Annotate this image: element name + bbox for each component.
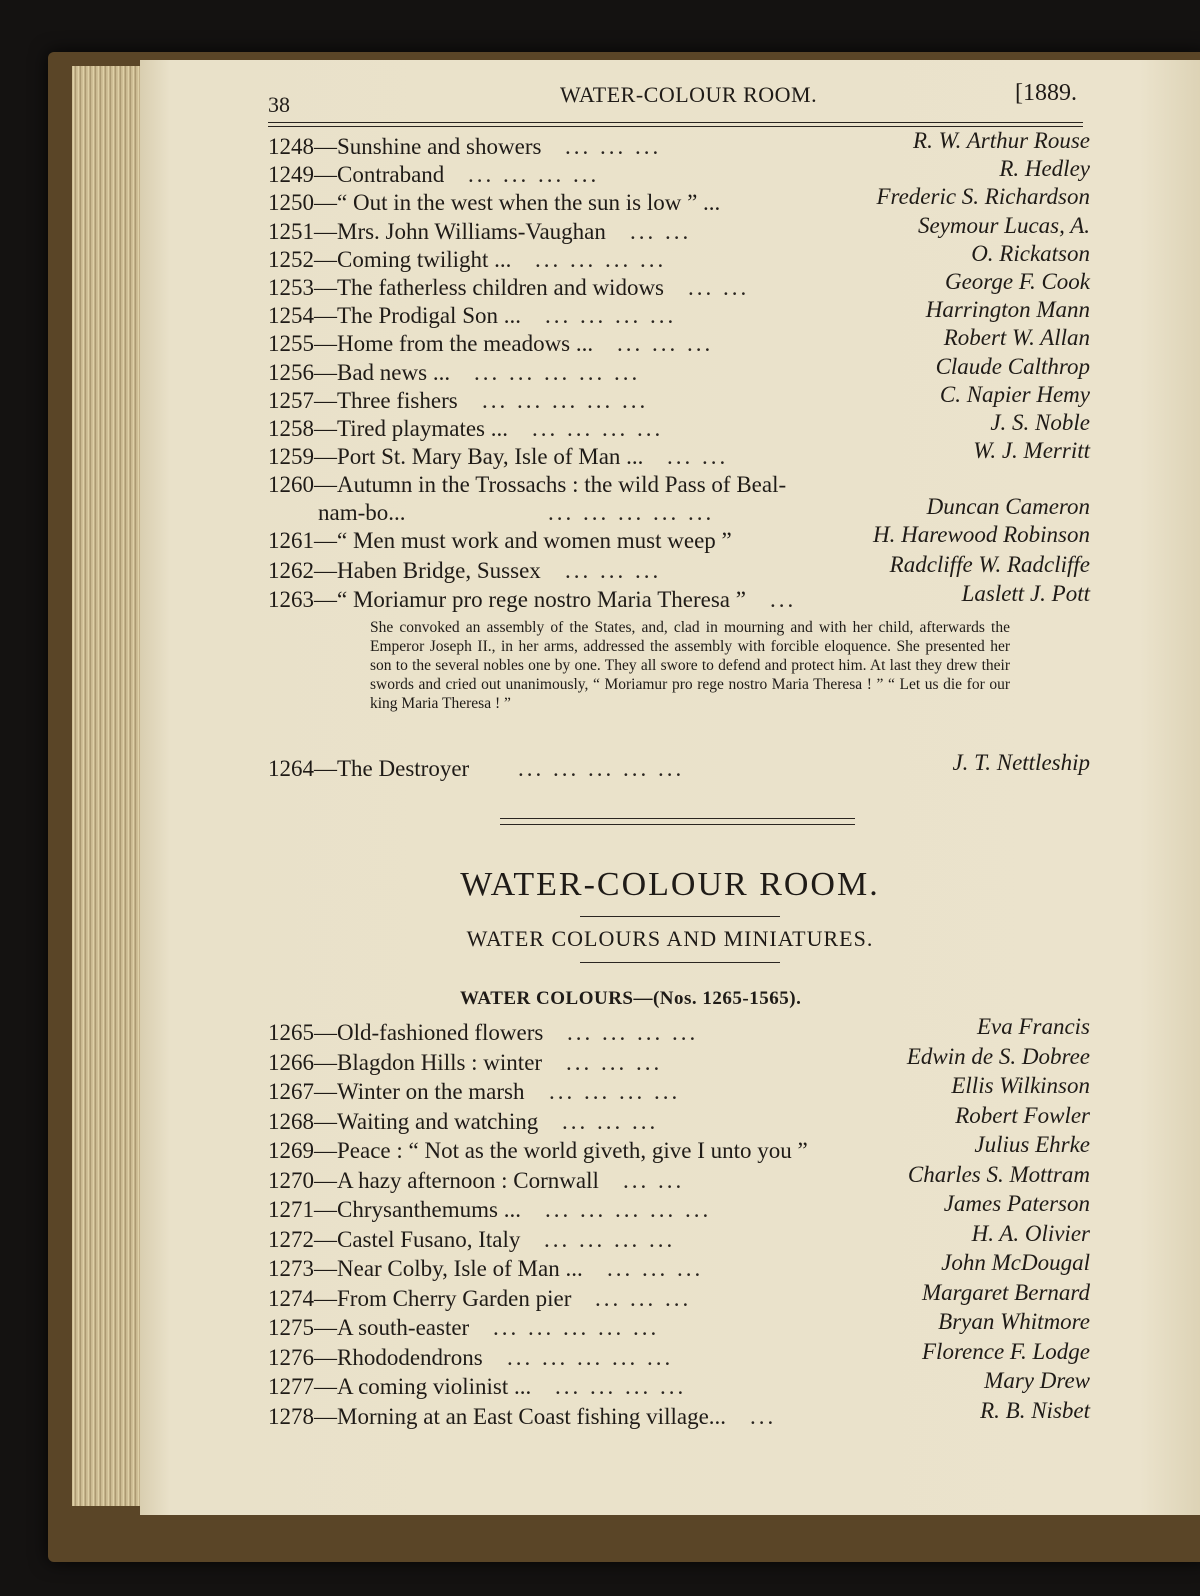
entry-title: 1260—Autumn in the Trossachs : the wild Pass of Beal- — [268, 472, 787, 497]
section-divider — [500, 818, 855, 825]
entry-artist: Ellis Wilkinson — [951, 1073, 1090, 1098]
entry-artist: Edwin de S. Dobree — [906, 1043, 1090, 1069]
entry-title: 1276—Rhododendrons — [268, 1344, 483, 1370]
leader-dots: ... ... ... ... — [532, 416, 664, 441]
leader-dots: ... ... ... ... ... — [482, 387, 649, 413]
page-edges — [72, 66, 150, 1506]
catalogue-entry — [268, 1397, 1090, 1434]
entry-artist: Seymour Lucas, A. — [917, 212, 1090, 238]
entry-artist: Mary Drew — [984, 1368, 1090, 1393]
entry-title: 1248—Sunshine and showers — [268, 134, 542, 159]
catalogue-entry — [268, 438, 1090, 474]
entry-1264 — [268, 750, 1090, 786]
subtitle-rule — [580, 962, 780, 963]
entry-artist: Claude Calthrop — [935, 353, 1090, 379]
entry-title: 1255—Home from the meadows ... — [268, 331, 594, 357]
entry-title-cont: nam-bo... — [318, 500, 406, 525]
leader-dots: ... ... — [688, 275, 750, 300]
entry-artist: Florence F. Lodge — [922, 1338, 1090, 1364]
leader-dots: ... ... ... ... ... — [548, 500, 715, 525]
entry-artist: W. J. Merritt — [973, 438, 1090, 464]
leader-dots: ... ... ... — [565, 557, 662, 583]
leader-dots: ... ... ... ... ... — [474, 359, 641, 385]
entry-artist: Frederic S. Richardson — [876, 184, 1090, 210]
catalogue-entry — [268, 1338, 1090, 1375]
entry-artist: Duncan Cameron — [926, 494, 1090, 519]
leader-dots: ... ... ... ... — [544, 1226, 676, 1252]
entry-artist: Harrington Mann — [925, 297, 1090, 323]
entry-title: 1259—Port St. Mary Bay, Isle of Man ... — [268, 444, 644, 470]
entry-title: 1256—Bad news ... — [268, 359, 451, 385]
catalogue-entry — [268, 1368, 1090, 1404]
entry-artist: Robert W. Allan — [943, 325, 1090, 351]
entry-artist: Margaret Bernard — [921, 1279, 1090, 1305]
entry-artist: J. S. Noble — [990, 410, 1090, 435]
running-year: [1889. — [1015, 80, 1077, 106]
header-rule — [268, 122, 1083, 123]
leader-dots: ... ... ... ... — [468, 162, 600, 188]
leader-dots: ... ... ... — [617, 331, 714, 357]
leader-dots: ... ... ... ... — [567, 1020, 699, 1045]
leader-dots: ... ... — [630, 218, 692, 244]
entry-title: 1269—Peace : “ Not as the world giveth, give I unto you ” — [268, 1138, 808, 1163]
entry-artist: H. A. Olivier — [971, 1220, 1090, 1246]
entry-artist: J. T. Nettleship — [952, 750, 1090, 775]
entry-artist: R. Hedley — [999, 156, 1090, 182]
entry-title: 1261—“ Men must work and women must weep ” — [268, 528, 732, 553]
entry-title: 1252—Coming twilight ... — [268, 246, 512, 272]
entry-artist: James Paterson — [943, 1191, 1090, 1216]
leader-dots: ... ... ... ... ... — [507, 1344, 674, 1370]
entry-title: 1265—Old-fashioned flowers — [268, 1020, 544, 1045]
entry-title: 1262—Haben Bridge, Sussex — [268, 557, 541, 583]
entry-artist: R. W. Arthur Rouse — [913, 128, 1090, 153]
entry-artist: Julius Ehrke — [974, 1132, 1090, 1157]
entry-artist: John McDougal — [941, 1250, 1090, 1275]
running-title: WATER-COLOUR ROOM. — [560, 82, 818, 107]
entry-title: 1266—Blagdon Hills : winter — [268, 1049, 543, 1075]
entry-title: 1263—“ Moriamur pro rege nostro Maria Theresa ” — [268, 587, 746, 612]
entry-artist: Radcliffe W. Radcliffe — [889, 551, 1090, 577]
entry-artist: Charles S. Mottram — [907, 1161, 1090, 1187]
leader-dots: ... ... ... ... — [549, 1079, 681, 1104]
entry-artist: Bryan Whitmore — [938, 1309, 1090, 1334]
entry-artist: Robert Fowler — [955, 1102, 1090, 1128]
leader-dots: ... ... ... — [595, 1285, 692, 1311]
leader-dots: ... — [770, 587, 797, 612]
leader-dots: ... ... — [667, 444, 729, 470]
leader-dots: ... ... — [623, 1167, 685, 1193]
title-rule — [580, 916, 780, 917]
entry-title: 1254—The Prodigal Son ... — [268, 303, 521, 329]
entry-title: 1278—Morning at an East Coast fishing village... — [268, 1403, 727, 1429]
catalogue-entry — [268, 1102, 1090, 1139]
catalogue-entry — [268, 128, 1090, 164]
section-subtitle: WATER COLOURS AND MINIATURES. — [466, 926, 874, 951]
entry-1263-note: She convoked an assembly of the States, and, clad in mourning and with her child, afterwards the Emperor Joseph II., in her arms, addressed the assembly with forcible eloquence. She presented her son to the several nobles one by one. They all swore to defend and protect him. At last they drew their swords and cried out unanimously, “ Moriamur pro rege nostro Maria Theresa ! ” “ Let us die for our king Maria Theresa ! ” — [370, 619, 1010, 712]
entry-title: 1264—The Destroyer — [268, 756, 470, 781]
entry-title: 1258—Tired playmates ... — [268, 416, 508, 441]
entry-title: 1249—Contraband — [268, 162, 445, 188]
entry-artist: C. Napier Hemy — [939, 381, 1090, 407]
catalogue-entry — [268, 581, 1090, 617]
leader-dots: ... ... ... ... — [555, 1374, 687, 1399]
entry-artist: H. Harewood Robinson — [872, 522, 1090, 547]
leader-dots: ... ... ... — [566, 1049, 663, 1075]
entry-title: 1273—Near Colby, Isle of Man ... — [268, 1256, 583, 1281]
leader-dots: ... ... ... — [607, 1256, 704, 1281]
page-number: 38 — [268, 92, 290, 117]
entry-title: 1277—A coming violinist ... — [268, 1374, 532, 1399]
entry-artist: O. Rickatson — [971, 240, 1090, 266]
catalogue-entry — [268, 212, 1090, 249]
entry-title: 1267—Winter on the marsh — [268, 1079, 525, 1104]
entry-title: 1251—Mrs. John Williams-Vaughan — [268, 218, 606, 244]
entry-title: 1271—Chrysanthemums ... — [268, 1197, 521, 1222]
leader-dots: ... ... ... ... ... — [518, 756, 685, 781]
leader-dots: ... ... ... — [562, 1108, 659, 1134]
header-rule-2 — [268, 126, 1083, 127]
catalogue-entry — [268, 1191, 1090, 1227]
entry-title: 1268—Waiting and watching — [268, 1108, 539, 1134]
catalogue-page — [140, 60, 1200, 1515]
number-range-heading: WATER COLOURS—(Nos. 1265-1565). — [460, 988, 802, 1009]
entry-title: 1270—A hazy afternoon : Cornwall — [268, 1167, 599, 1193]
entry-title: 1274—From Cherry Garden pier — [268, 1285, 572, 1311]
entry-artist: George F. Cook — [944, 269, 1090, 294]
entry-title: 1253—The fatherless children and widows — [268, 275, 665, 300]
catalogue-entry — [268, 410, 1090, 446]
leader-dots: ... ... ... — [565, 134, 662, 159]
entry-artist: R. B. Nisbet — [980, 1397, 1090, 1423]
entry-artist: Laslett J. Pott — [961, 581, 1090, 606]
entry-title: 1250—“ Out in the west when the sun is low ” ... — [268, 190, 721, 216]
entry-artist: Eva Francis — [976, 1014, 1090, 1039]
leader-dots: ... — [750, 1403, 777, 1429]
leader-dots: ... ... ... ... — [545, 303, 677, 329]
leader-dots: ... ... ... ... ... — [493, 1315, 660, 1340]
entry-title: 1275—A south-easter — [268, 1315, 470, 1340]
leader-dots: ... ... ... ... ... — [545, 1197, 712, 1222]
entry-title: 1257—Three fishers — [268, 387, 458, 413]
leader-dots: ... ... ... ... — [535, 246, 667, 272]
entry-title: 1272—Castel Fusano, Italy — [268, 1226, 521, 1252]
section-title: WATER-COLOUR ROOM. — [460, 866, 880, 903]
catalogue-entry — [268, 381, 1090, 418]
